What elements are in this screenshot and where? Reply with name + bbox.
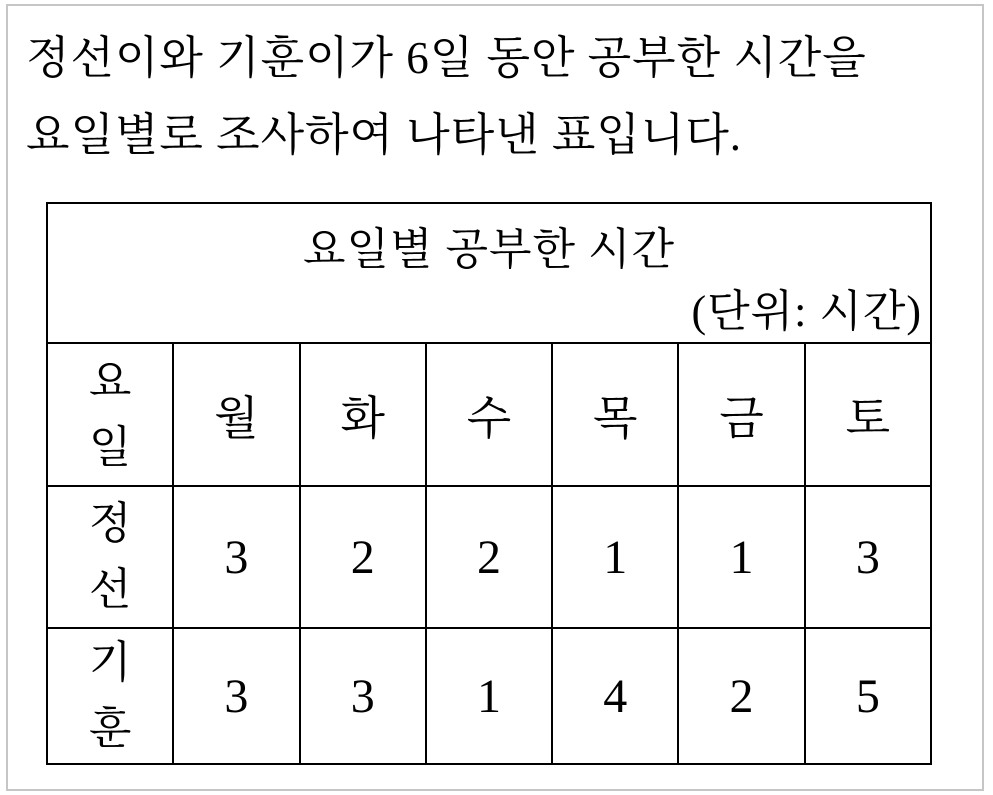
table-title-cell xyxy=(47,203,931,343)
table-title: 요일별 공부한 시간 xyxy=(302,225,676,274)
day-header-label: 금 xyxy=(719,392,764,444)
hours-value: 1 xyxy=(476,669,501,723)
day-header-cell-thu xyxy=(552,343,678,486)
hours-value: 1 xyxy=(603,530,628,584)
hours-value: 5 xyxy=(855,669,880,723)
day-header-label: 월 xyxy=(214,392,259,444)
corner-header-cell xyxy=(47,343,173,486)
study-hours-table xyxy=(46,202,932,765)
value-cell xyxy=(805,628,931,764)
value-cell xyxy=(426,486,552,628)
hours-value: 1 xyxy=(729,530,754,584)
value-cell xyxy=(552,486,678,628)
table-header-row xyxy=(47,343,931,486)
day-header-label: 수 xyxy=(466,392,512,444)
value-cell xyxy=(426,628,552,764)
day-header-cell-tue xyxy=(300,343,426,486)
hours-value: 3 xyxy=(855,530,880,584)
value-cell xyxy=(173,628,299,764)
intro-paragraph xyxy=(26,20,956,174)
table-unit-label: (단위: 시간) xyxy=(691,287,922,336)
hours-value: 3 xyxy=(350,669,375,723)
row-name-cell xyxy=(47,486,173,628)
row-name-label: 기훈 xyxy=(88,638,132,753)
hours-value: 2 xyxy=(476,530,501,584)
table-row xyxy=(47,628,931,764)
value-cell xyxy=(678,486,804,628)
value-cell xyxy=(173,486,299,628)
intro-line-1: 정선이와 기훈이가 6일 동안 공부한 시간을 xyxy=(26,33,867,83)
day-header-label: 화 xyxy=(340,392,385,444)
day-header-cell-mon xyxy=(173,343,299,486)
day-header-cell-sat xyxy=(805,343,931,486)
row-name-cell xyxy=(47,628,173,764)
day-header-label: 토 xyxy=(845,392,891,444)
value-cell xyxy=(678,628,804,764)
day-header-cell-fri xyxy=(678,343,804,486)
hours-value: 2 xyxy=(350,530,375,584)
row-name-label: 정선 xyxy=(88,499,132,614)
hours-value: 2 xyxy=(729,669,754,723)
table-row xyxy=(47,486,931,628)
value-cell xyxy=(300,628,426,764)
day-header-label: 목 xyxy=(593,392,638,444)
corner-header-label: 요일 xyxy=(88,356,132,472)
intro-line-2: 요일별로 조사하여 나타낸 표입니다. xyxy=(26,110,743,160)
value-cell xyxy=(300,486,426,628)
day-header-cell-wed xyxy=(426,343,552,486)
value-cell xyxy=(552,628,678,764)
hours-value: 4 xyxy=(603,669,628,723)
hours-value: 3 xyxy=(224,530,249,584)
value-cell xyxy=(805,486,931,628)
hours-value: 3 xyxy=(224,669,249,723)
table-title-row xyxy=(47,203,931,343)
